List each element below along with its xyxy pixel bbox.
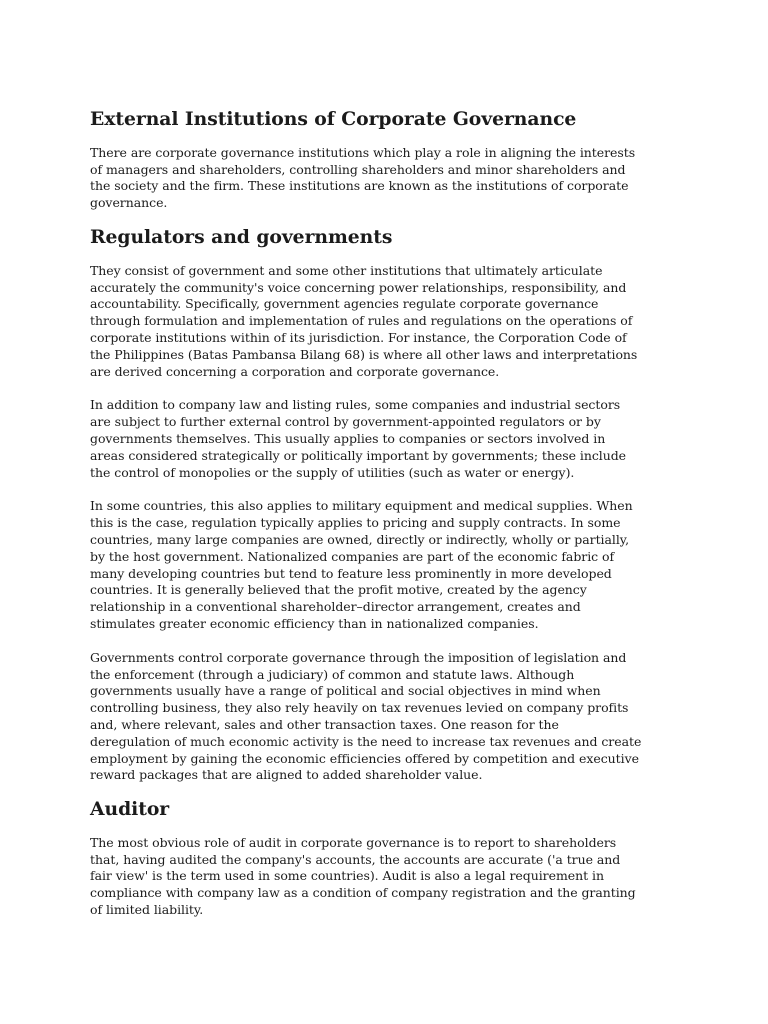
paragraph-line: Governments control corporate governance through the imposition of legislation and [90, 649, 627, 665]
paragraph-line: of managers and shareholders, controlling shareholders and minor shareholders and [90, 161, 626, 177]
paragraph-line: governments themselves. This usually applies to companies or sectors involved in [90, 430, 606, 446]
heading-text: Regulators and governments [90, 225, 393, 248]
paragraph-line: relationship in a conventional shareholder–director arrangement, creates and [90, 599, 581, 615]
paragraph-line: deregulation of much economic activity is the need to increase tax revenues and create [90, 733, 642, 749]
paragraph-regulators-2 [90, 397, 690, 481]
paragraph-line: reward packages that are aligned to added shareholder value. [90, 767, 483, 783]
paragraph-line: governments usually have a range of political and social objectives in mind when [90, 683, 601, 699]
paragraph-line: employment by gaining the economic efficiencies offered by competition and executive [90, 750, 639, 766]
paragraph-regulators-4 [90, 650, 690, 784]
paragraph-line: the control of monopolies or the supply of utilities (such as water or energy). [90, 464, 575, 480]
paragraph-line: controlling business, they also rely heavily on tax revenues levied on company profits [90, 700, 629, 716]
paragraph-line: In addition to company law and listing rules, some companies and industrial sectors [90, 397, 621, 413]
document-page [90, 108, 690, 936]
paragraph-line: In some countries, this also applies to military equipment and medical supplies. When [90, 498, 633, 514]
heading-regulators-and-governments [90, 225, 690, 248]
paragraph-line: governance. [90, 195, 168, 211]
paragraph-line: areas considered strategically or politically important by governments; these include [90, 447, 627, 463]
paragraph-line: the society and the firm. These institutions are known as the institutions of corporate [90, 178, 629, 194]
heading-external-institutions [90, 108, 690, 130]
paragraph-line: compliance with company law as a condition of company registration and the granting [90, 885, 636, 901]
paragraph-line: corporate institutions within of its jurisdiction. For instance, the Corporation Code of [90, 329, 627, 345]
paragraph-line: countries, many large companies are owned, directly or indirectly, wholly or partially, [90, 531, 630, 547]
paragraph-regulators-1 [90, 263, 690, 381]
paragraph-line: that, having audited the company's accounts, the accounts are accurate ('a true and [90, 851, 621, 867]
paragraph-line: by the host government. Nationalized companies are part of the economic fabric of [90, 548, 615, 564]
paragraph-line: are subject to further external control by government-appointed regulators or by [90, 414, 601, 430]
paragraph-line: fair view' is the term used in some countries). Audit is also a legal requirement in [90, 868, 604, 884]
paragraph-line: They consist of government and some other institutions that ultimately articulate [90, 262, 603, 278]
paragraph-line: countries. It is generally believed that the profit motive, created by the agency [90, 582, 587, 598]
paragraph-line: accurately the community's voice concerning power relationships, responsibility, and [90, 279, 627, 295]
paragraph-line: stimulates greater economic efficiency than in nationalized companies. [90, 615, 539, 631]
heading-auditor [90, 798, 690, 821]
paragraph-line: accountability. Specifically, government agencies regulate corporate governance [90, 296, 599, 312]
paragraph-line: of limited liability. [90, 902, 204, 918]
paragraph-line: the enforcement (through a judiciary) of common and statute laws. Although [90, 666, 575, 682]
heading-text: Auditor [90, 798, 170, 821]
paragraph-line: many developing countries but tend to feature less prominently in more developed [90, 565, 612, 581]
paragraph-line: are derived concerning a corporation and corporate governance. [90, 363, 500, 379]
paragraph-line: The most obvious role of audit in corporate governance is to report to shareholders [90, 834, 617, 850]
paragraph-line: through formulation and implementation of rules and regulations on the operations of [90, 313, 633, 329]
paragraph-intro [90, 145, 690, 212]
paragraph-regulators-3 [90, 498, 690, 632]
paragraph-auditor [90, 835, 690, 919]
paragraph-line: There are corporate governance institutions which play a role in aligning the interests [90, 144, 636, 160]
paragraph-line: this is the case, regulation typically applies to pricing and supply contracts. In some [90, 515, 621, 531]
heading-text: External Institutions of Corporate Governance [90, 108, 577, 130]
paragraph-line: and, where relevant, sales and other transaction taxes. One reason for the [90, 716, 559, 732]
paragraph-line: the Philippines (Batas Pambansa Bilang 68) is where all other laws and interpretations [90, 346, 638, 362]
